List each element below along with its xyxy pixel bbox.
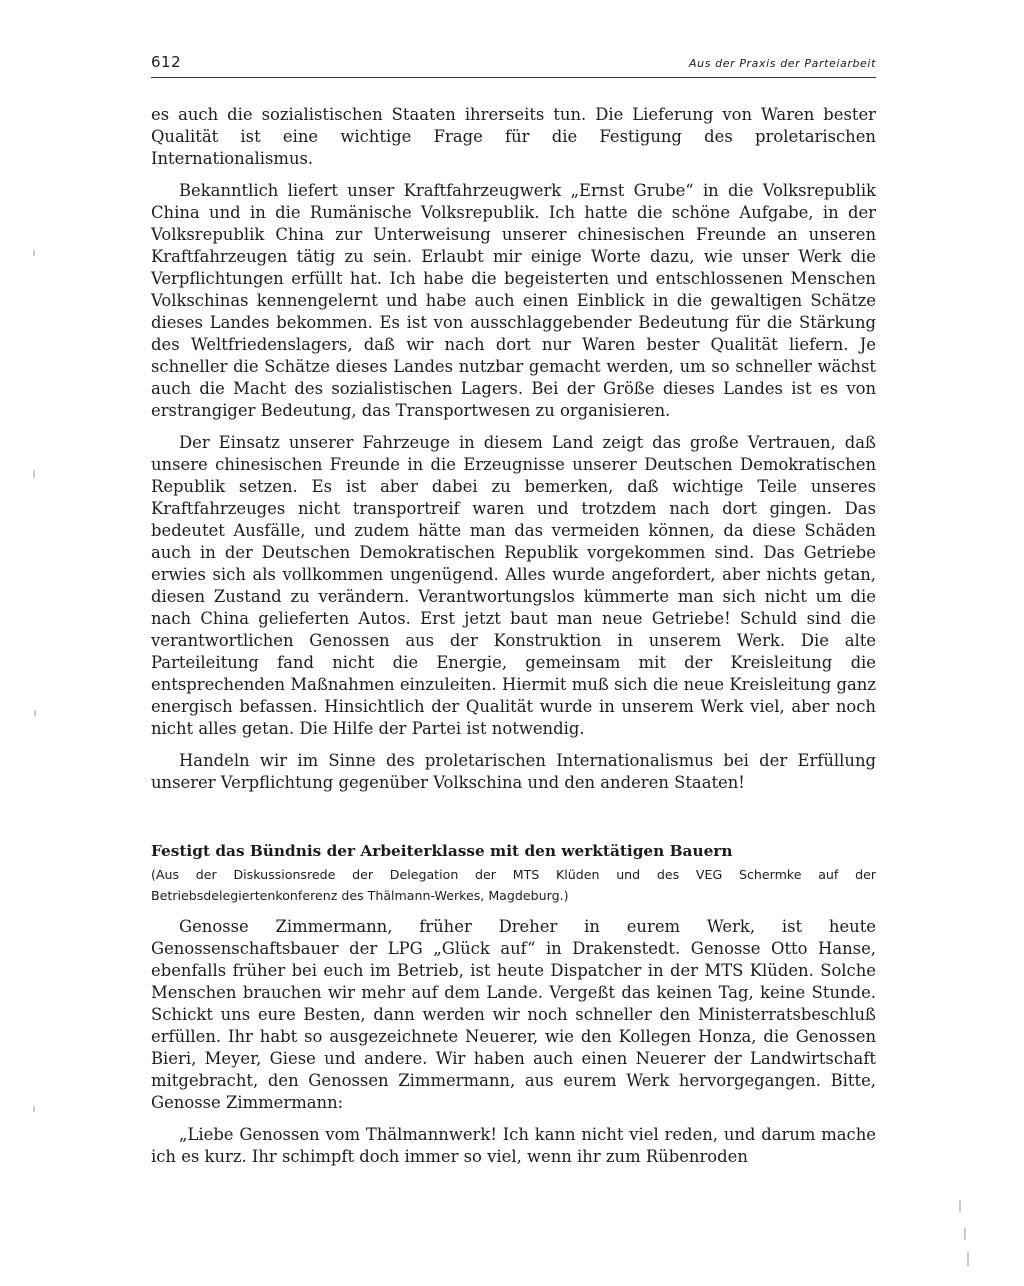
paragraph-kraftfahrzeugwerk: Bekanntlich liefert unser Kraftfahrzeugwerk „Ernst Grube“ in die Volksrepublik China und in die Rumänische Volksrepublik. Ich hatte die schöne Aufgabe, in der Volksrepublik China zur Unterweisung unserer chinesischen Freunde an unseren Kraftfahrzeugen tätig zu sein. Erlaubt mir einige Worte dazu, wie unser Werk die Verpflichtungen erfüllt hat. Ich habe die begeisterten und entschlossenen Menschen Volkschinas kennengelernt und habe auch einen Einblick in die gewaltigen Schätze dieses Landes bekommen. Es ist von ausschlaggebender Bedeutung für die Stärkung des Weltfriedenslagers, daß wir nach dort nur Waren bester Qualität liefern. Je schneller die Schätze dieses Landes nutzbar gemacht werden, um so schneller wächst auch die Macht des sozialistischen Lagers. Bei der Größe dieses Landes ist es von erstrangiger Bedeutung, das Transportwesen zu organisieren. [151, 181, 876, 420]
running-head: Aus der Praxis der Parteiarbeit [689, 57, 876, 70]
section-heading: Festigt das Bündnis der Arbeiterklasse mit den werktätigen Bauern [151, 842, 733, 860]
paragraph-genosse-zimmermann: Genosse Zimmermann, früher Dreher in eurem Werk, ist heute Genossenschaftsbauer der LPG „Glück auf“ in Drakenstedt. Genosse Otto Hanse, ebenfalls früher bei euch im Betrieb, ist heute Dispatcher in der MTS Klüden. Solche Menschen brauchen wir mehr auf dem Lande. Vergeßt das keinen Tag, keine Stunde. Schickt uns eure Besten, dann werden wir noch schneller den Ministerratsbeschluß erfüllen. Ihr habt so ausgezeichnete Neuerer, wie den Kollegen Honza, die Genossen Bieri, Meyer, Giese und andere. Wir haben auch einen Neuerer der Landwirtschaft mitgebracht, den Genossen Zimmermann, aus eurem Werk hervorgegangen. Bitte, Genosse Zimmermann: [151, 917, 876, 1112]
paragraph-internationalismus: Handeln wir im Sinne des proletarischen Internationalismus bei der Erfüllung unserer Verpflichtung gegenüber Volkschina und den anderen Staaten! [151, 751, 876, 792]
paragraph-einsatz-fahrzeuge: Der Einsatz unserer Fahrzeuge in diesem Land zeigt das große Vertrauen, daß unsere chinesischen Freunde in die Erzeugnisse unserer Deutschen Demokratischen Republik setzen. Es ist aber dabei zu bemerken, daß wichtige Teile unseres Kraftfahrzeuges nicht transportreif waren und trotzdem nach dort gingen. Das bedeutet Ausfälle, und zudem hätte man das vermeiden können, da diese Schäden auch in der Deutschen Demokratischen Republik vorgekommen sind. Das Getriebe erwies sich als vollkommen ungenügend. Alles wurde angefordert, aber nichts getan, diesen Zustand zu verändern. Verantwortungslos kümmerte man sich nicht um die nach China gelieferten Autos. Erst jetzt baut man neue Getriebe! Schuld sind die verantwortlichen Genossen aus der Konstruktion in unserem Werk. Die alte Parteileitung fand nicht die Energie, gemeinsam mit der Kreisleitung die entsprechenden Maßnahmen einzuleiten. Hiermit muß sich die neue Kreisleitung ganz energisch befassen. Hinsichtlich der Qualität wurde in unserem Werk viel, aber noch nicht alles getan. Die Hilfe der Partei ist notwendig. [151, 433, 876, 738]
paragraph-continuation: es auch die sozialistischen Staaten ihrerseits tun. Die Lieferung von Waren bester Qualität ist eine wichtige Frage für die Festigung des proletarischen Internationalismus. [151, 105, 876, 168]
section-subheading: (Aus der Diskussionsrede der Delegation der MTS Klüden und des VEG Schermke auf der Betriebsdelegiertenkonferenz des Thälmann-Werkes, Magdeburg.) [151, 867, 876, 903]
page-number: 612 [151, 53, 182, 71]
paragraph-liebe-genossen: „Liebe Genossen vom Thälmannwerk! Ich kann nicht viel reden, und darum mache ich es kurz. Ihr schimpft doch immer so viel, wenn ihr zum Rübenroden [151, 1125, 876, 1166]
